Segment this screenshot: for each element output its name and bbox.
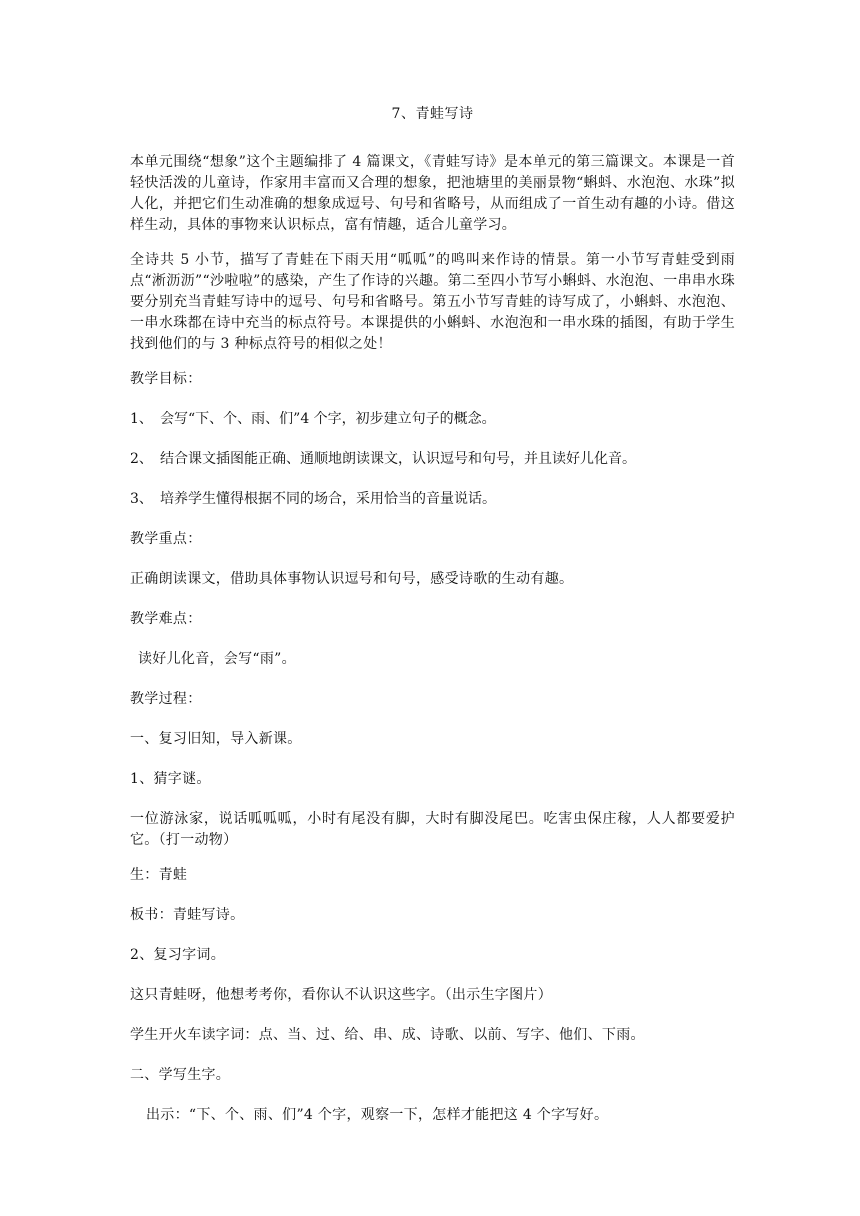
- goal-text: 结合课文插图能正确、通顺地朗读课文，认识逗号和句号，并且读好儿化音。: [160, 451, 636, 467]
- step-1-heading: 一、复习旧知，导入新课。: [130, 731, 302, 747]
- goal-number: 2、: [130, 451, 153, 467]
- summary-paragraph: 全诗共 5 小节，描写了青蛙在下雨天用“呱呱”的鸣叫来作诗的情景。第一小节写青蛙受到雨点“淅沥沥”“沙啦啦”的感染，产生了作诗的兴趣。第二至四小节写小蝌蚪、水泡泡、一串串水珠要分别充当青蛙写诗中的逗号、句号和省略号。第五小节写青蛙的诗写成了，小蝌蚪、水泡泡、一串水珠都在诗中充当的标点符号。本课提供的小蝌蚪、水泡泡和一串水珠的插图，有助于学生找到他们的与 3 种标点符号的相似之处！: [130, 252, 735, 352]
- document-title: 7、青蛙写诗: [391, 106, 474, 122]
- step-2-heading: 二、学写生字。: [130, 1067, 231, 1083]
- difficulty-text: 读好儿化音，会写“雨”。: [138, 651, 296, 667]
- show-text: 出示：“下、个、雨、们”4 个字，观察一下，怎样才能把这 4 个字写好。: [146, 1107, 609, 1123]
- intro-paragraph: 本单元围绕“想象”这个主题编排了 4 篇课文，《青蛙写诗》是本单元的第三篇课文。本课是一首轻快活泼的儿童诗，作家用丰富而又合理的想象，把池塘里的美丽景物“蝌蚪、水泡泡、水珠”拟人化，并把它们生动准确的想象成逗号、句号和省略号，从而组成了一首生动有趣的小诗。借这样生动，具体的事物来认识标点，富有情趣，适合儿童学习。: [130, 154, 735, 233]
- goal-text: 会写“下、个、雨、们”4 个字，初步建立句子的概念。: [160, 411, 496, 427]
- goal-item-3: [130, 489, 735, 510]
- goal-item-1: [130, 409, 735, 430]
- document-body: [130, 152, 735, 1145]
- answer-text: 生：青蛙: [130, 867, 188, 883]
- step-1-1-heading: 1、猜字谜。: [130, 771, 211, 787]
- board-text: 板书：青蛙写诗。: [130, 907, 245, 923]
- train-text: 学生开火车读字词：点、当、过、给、串、成、诗歌、以前、写字、他们、下雨。: [130, 1027, 645, 1043]
- process-heading: 教学过程：: [130, 691, 202, 707]
- goal-number: 3、: [130, 491, 153, 507]
- goal-number: 1、: [130, 411, 153, 427]
- review-text: 这只青蛙呀，他想考考你，看你认不认识这些字。（出示生字图片）: [130, 987, 552, 1003]
- goal-text: 培养学生懂得根据不同的场合，采用恰当的音量说话。: [160, 491, 496, 507]
- key-heading: 教学重点：: [130, 531, 202, 547]
- goal-item-2: [130, 449, 735, 470]
- difficulty-heading: 教学难点：: [130, 611, 202, 627]
- goals-heading: 教学目标：: [130, 371, 202, 387]
- riddle-text: 一位游泳家，说话呱呱呱，小时有尾没有脚，大时有脚没尾巴。吃害虫保庄稼，人人都要爱护它。（打一动物）: [130, 811, 735, 848]
- step-1-2-heading: 2、复习字词。: [130, 947, 226, 963]
- key-text: 正确朗读课文，借助具体事物认识逗号和句号，感受诗歌的生动有趣。: [130, 571, 574, 587]
